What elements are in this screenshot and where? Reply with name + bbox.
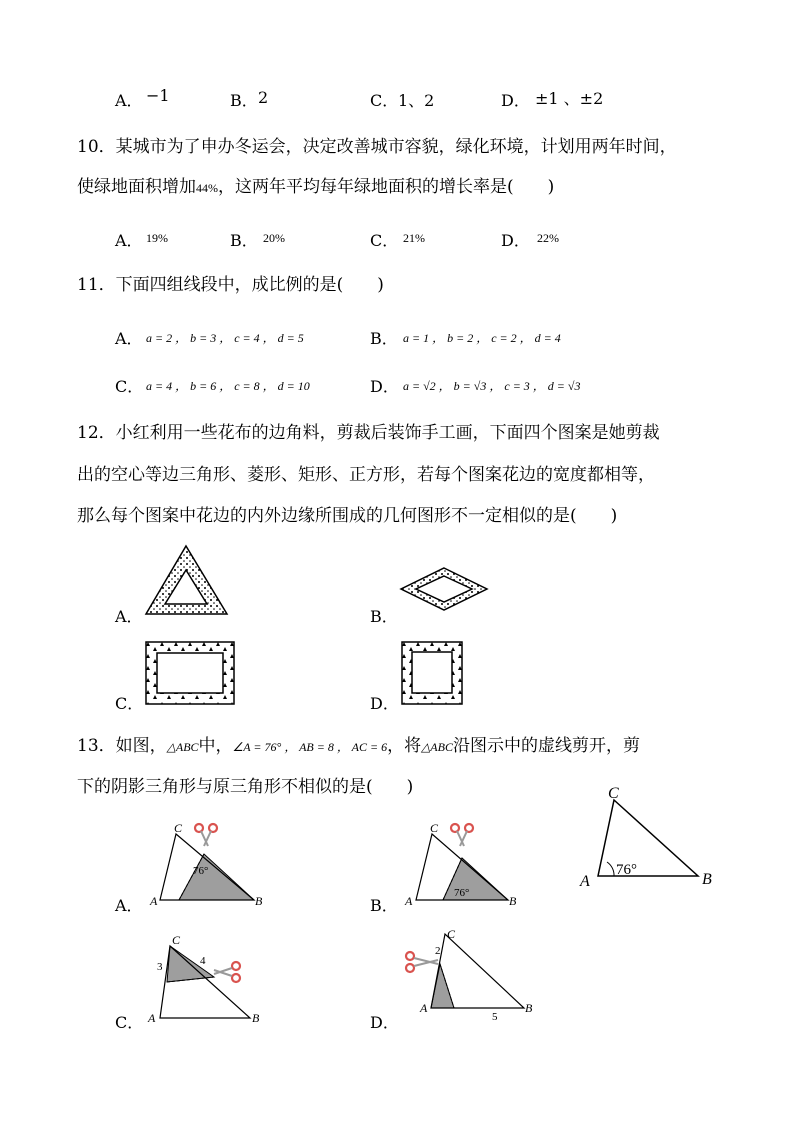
q12-figure-triangle-frame: [143, 544, 231, 616]
fig-c-label-c: C: [172, 933, 181, 947]
fig-d-label-a: A: [420, 1001, 428, 1015]
q13-line-1-c: ，将: [387, 736, 422, 756]
fig-a-label-b: B: [255, 894, 263, 908]
ref-angle-label: 76°: [616, 862, 637, 878]
q10-line-2: [77, 177, 554, 198]
q9-option-d-value: ±1 、±2: [535, 89, 604, 108]
fig-d-length-5: 5: [492, 1011, 498, 1023]
fig-b-label-c: C: [430, 821, 439, 835]
scissors-icon: [406, 952, 438, 972]
q11-option-c-value: a = 4 ， b = 6 ， c = 8 ， d = 10: [146, 379, 310, 393]
q11-stem: 11．下面四组线段中，成比例的是( ): [77, 275, 384, 295]
q12-line-1: 12．小红利用一些花布的边角料，剪裁后装饰手工画，下面四个图案是她剪裁: [77, 423, 660, 443]
fig-d-label-b: B: [525, 1001, 533, 1015]
q10-line-2-a: 使绿地面积增加: [77, 177, 196, 197]
q12-figure-square-frame: [400, 640, 464, 706]
q10-option-a-value: 19%: [146, 231, 168, 245]
scissors-icon: [214, 962, 240, 982]
q12-figure-rectangle-frame: [144, 640, 236, 706]
fig-a-angle-label: 76°: [193, 865, 209, 877]
fig-d-length-2: 2: [435, 945, 441, 957]
q13-line-1-b: 中，: [198, 736, 233, 756]
scissors-icon: [451, 824, 473, 846]
ref-label-c: C: [608, 785, 619, 802]
q13-triangle-abc-2: △ABC: [421, 740, 453, 754]
q9-option-b-value: 2: [258, 88, 269, 107]
q12-option-c-label: C．: [115, 694, 144, 713]
q11-option-a-label: A．: [115, 329, 143, 348]
q11-option-d-value: a = √2 ， b = √3 ， c = 3 ， d = √3: [403, 379, 581, 393]
q11-option-b-value: a = 1 ， b = 2 ， c = 2 ， d = 4: [403, 331, 561, 345]
q12-option-d-label: D．: [370, 694, 399, 713]
q13-figure-a: [142, 816, 270, 912]
q11-option-c-label: C．: [115, 377, 144, 396]
q13-reference-triangle: [574, 782, 724, 892]
q13-line-1-d: 沿图示中的虚线剪开，剪: [452, 736, 640, 756]
fig-c-label-a: A: [148, 1011, 156, 1025]
q13-option-d-label: D．: [370, 1013, 399, 1032]
scissors-icon: [195, 824, 217, 846]
q12-line-3: 那么每个图案中花边的内外边缘所围成的几何图形不一定相似的是( ): [77, 506, 618, 526]
q13-line-1-a: 13．如图，: [77, 736, 167, 756]
q12-option-a-label: A．: [115, 607, 143, 626]
q10-option-b-value: 20%: [263, 231, 285, 245]
q11-option-a-value: a = 2 ， b = 3 ， c = 4 ， d = 5: [146, 331, 304, 345]
q10-option-d-label: D．: [501, 231, 530, 250]
q10-option-d-value: 22%: [537, 231, 559, 245]
q12-figure-rhombus-frame: [398, 566, 490, 612]
q13-line-2: 下的阴影三角形与原三角形不相似的是( ): [77, 777, 414, 797]
q9-option-c-value: 1、2: [398, 91, 435, 110]
q13-figure-c: [142, 932, 270, 1028]
q10-option-c-value: 21%: [403, 231, 425, 245]
q13-line-1: [77, 736, 640, 757]
ref-label-b: B: [702, 871, 712, 888]
fig-c-label-b: B: [252, 1011, 260, 1025]
fig-b-angle-label: 76°: [454, 887, 470, 899]
q11-option-d-label: D．: [370, 377, 399, 396]
q12-line-2: 出的空心等边三角形、菱形、矩形、正方形，若每个图案花边的宽度都相等，: [77, 465, 655, 485]
q9-option-d-label: D．: [501, 91, 530, 110]
fig-c-length-4: 4: [200, 955, 206, 967]
q10-percent: 44%: [196, 181, 218, 195]
q13-triangle-abc: △ABC: [166, 740, 199, 754]
q10-option-b-label: B．: [230, 231, 258, 250]
q9-option-c-label: C．: [370, 91, 399, 110]
q11-option-b-label: B．: [370, 329, 398, 348]
fig-b-label-a: A: [405, 894, 413, 908]
fig-b-label-b: B: [509, 894, 517, 908]
q13-figure-b: [398, 816, 526, 912]
q12-option-b-label: B．: [370, 607, 398, 626]
q13-option-c-label: C．: [115, 1013, 144, 1032]
fig-d-label-c: C: [447, 927, 456, 941]
q10-line-1: 10．某城市为了申办冬运会，决定改善城市容貌，绿化环境，计划用两年时间，: [77, 137, 677, 157]
q13-figure-d: [402, 924, 542, 1024]
q10-option-a-label: A．: [115, 231, 143, 250]
q10-option-c-label: C．: [370, 231, 399, 250]
q10-line-2-b: ，这两年平均每年绿地面积的增长率是( ): [218, 177, 555, 197]
ref-label-a: A: [580, 873, 590, 890]
q13-given-values: ∠A = 76° ， AB = 8 ， AC = 6: [232, 740, 388, 754]
fig-c-length-3: 3: [157, 961, 163, 973]
q13-option-b-label: B．: [370, 896, 398, 915]
q9-option-a-value: −1: [146, 86, 170, 105]
fig-a-label-a: A: [150, 894, 158, 908]
q13-option-a-label: A．: [115, 896, 143, 915]
fig-a-label-c: C: [174, 821, 183, 835]
q9-option-b-label: B．: [230, 91, 258, 110]
q9-option-a-label: A．: [115, 91, 143, 110]
